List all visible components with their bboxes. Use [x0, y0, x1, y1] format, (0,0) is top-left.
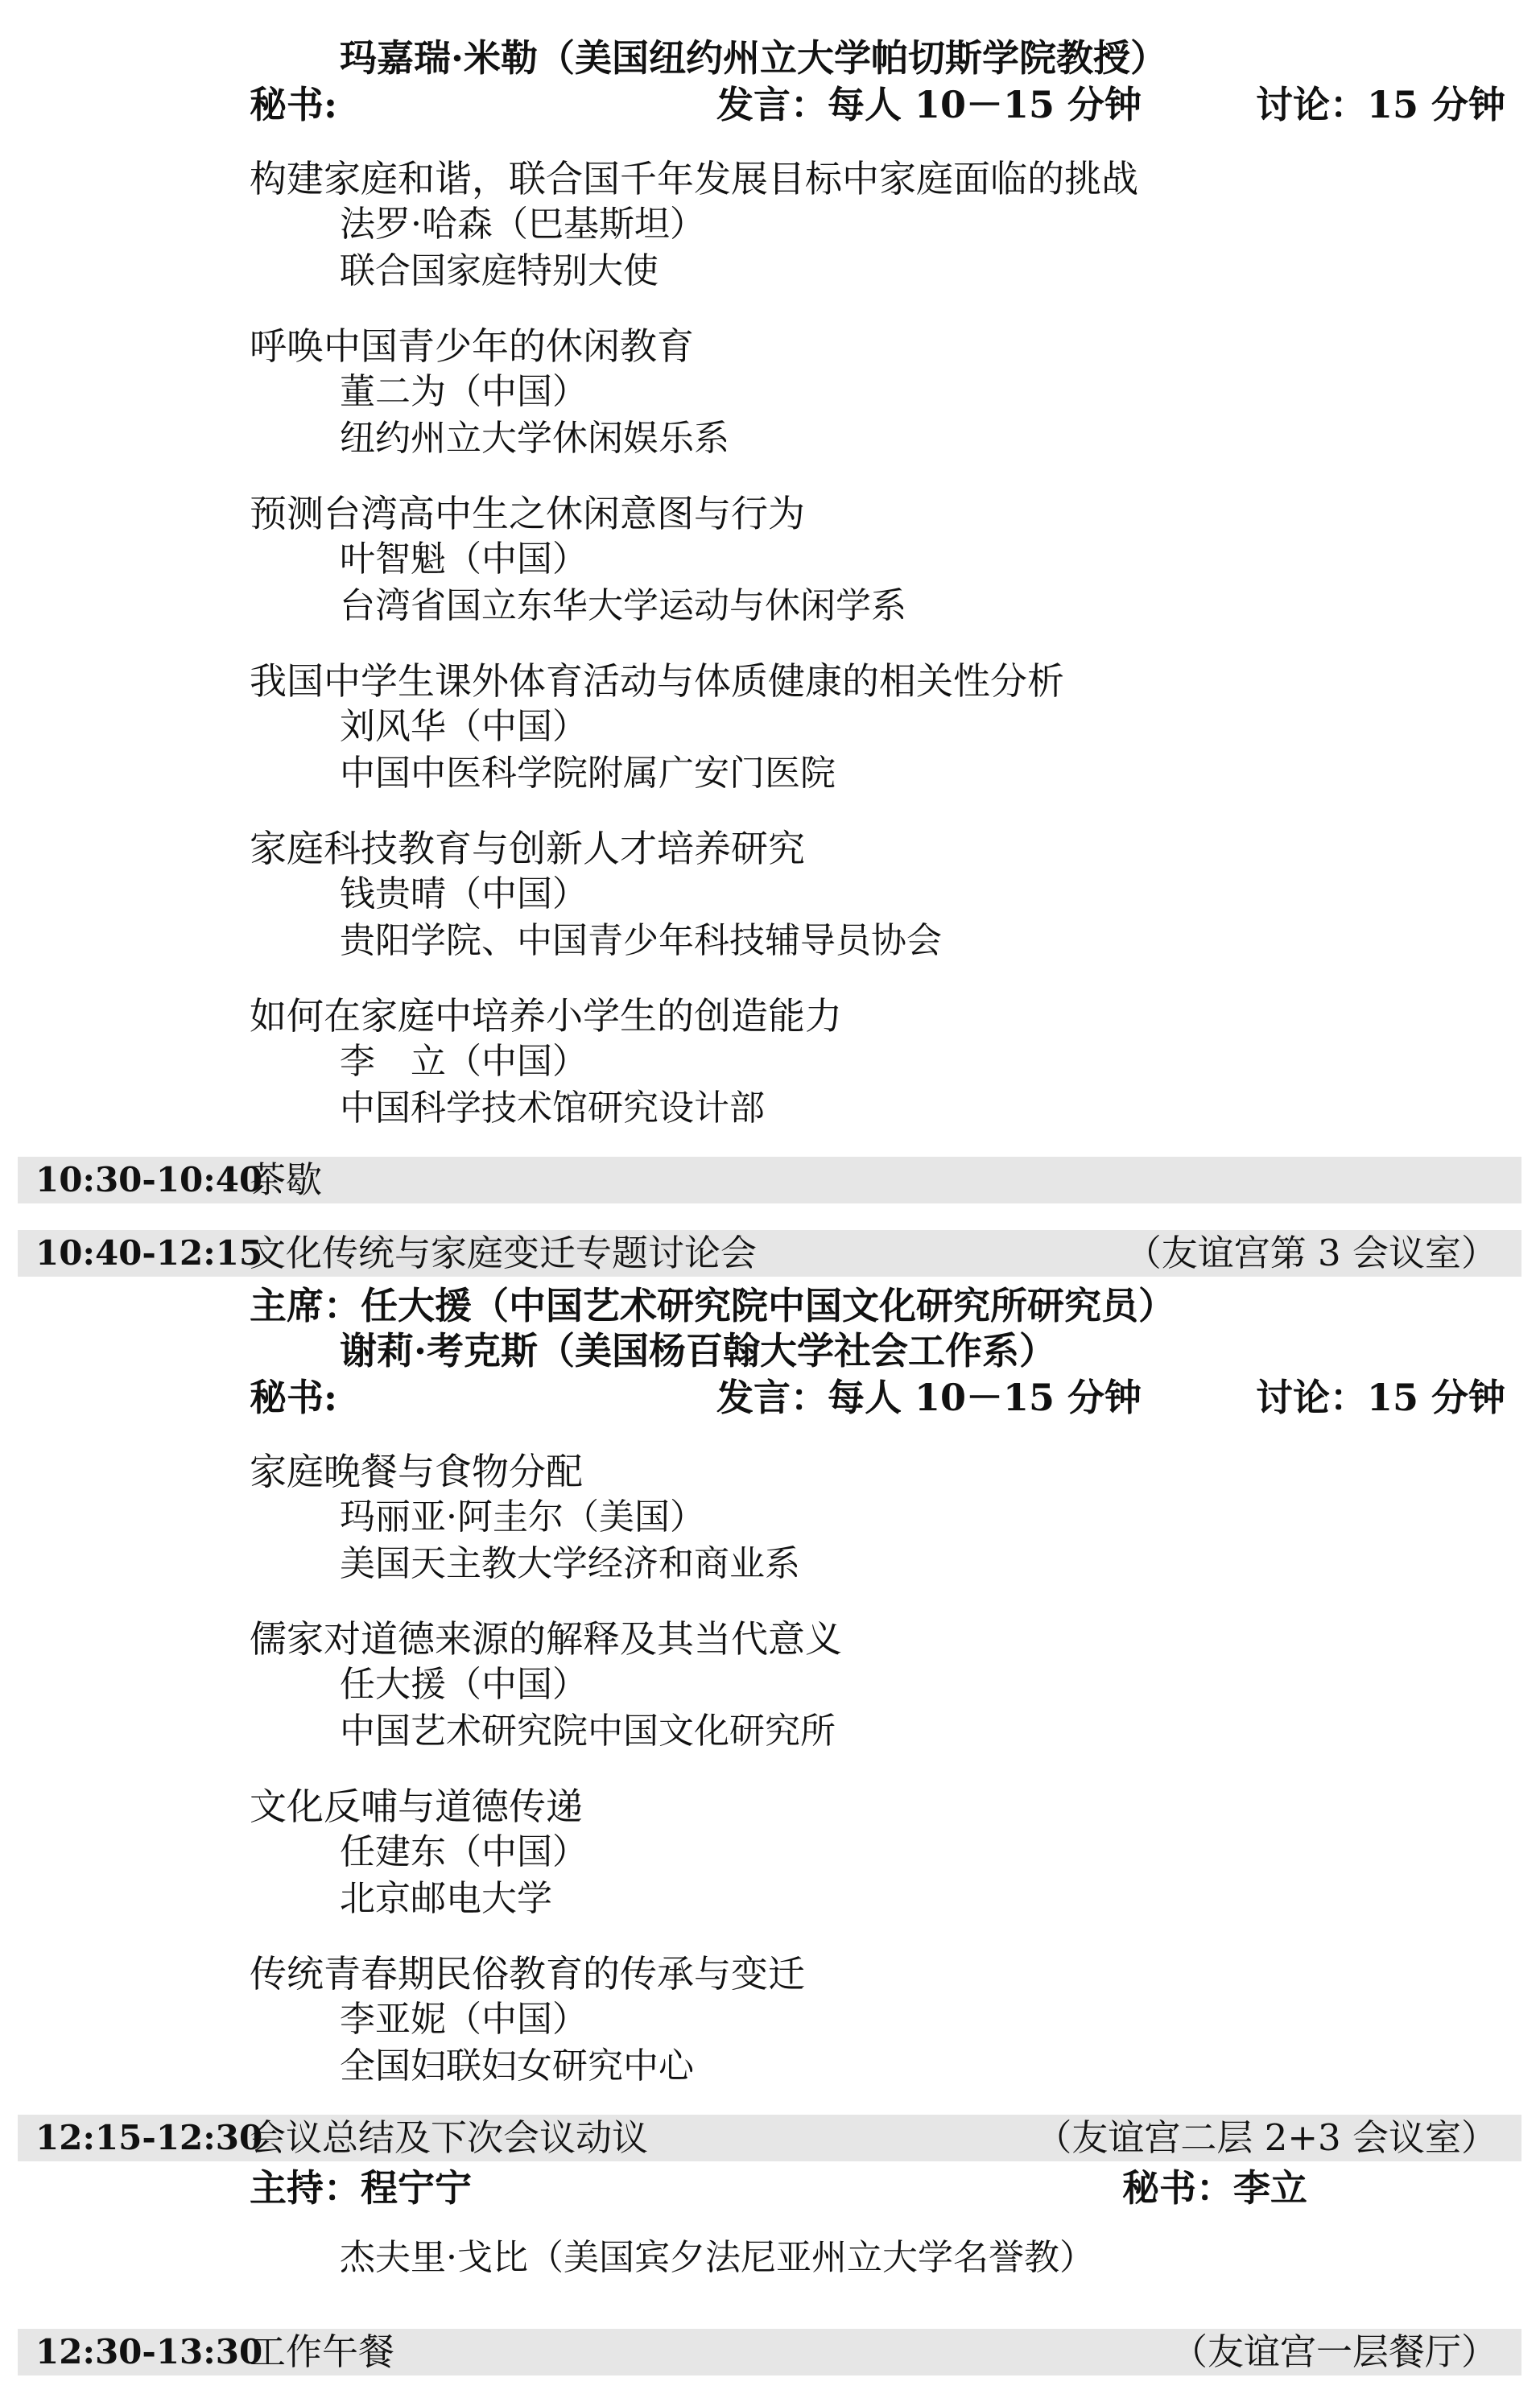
closing-note: 杰夫里·戈比（美国宾夕法尼亚州立大学名誉教） [340, 2237, 1095, 2278]
schedule-bar-closing [18, 2115, 1521, 2161]
talk-affiliation: 中国中医科学院附属广安门医院 [340, 753, 836, 794]
talk-affiliation: 中国艺术研究院中国文化研究所 [340, 1711, 836, 1752]
talk-speaker: 任建东（中国） [340, 1831, 588, 1872]
talk-title: 家庭晚餐与食物分配 [250, 1450, 583, 1493]
time-slot: 10:30-10:40 [35, 1160, 263, 1199]
talk-title: 构建家庭和谐，联合国千年发展目标中家庭面临的挑战 [250, 157, 1138, 200]
session-meta-row [250, 1375, 1505, 1420]
talk-affiliation: 全国妇联妇女研究中心 [340, 2045, 694, 2086]
talk-speaker: 李 立（中国） [340, 1041, 588, 1082]
talk-affiliation: 台湾省国立东华大学运动与休闲学系 [340, 585, 906, 626]
talk-title: 呼唤中国青少年的休闲教育 [250, 324, 694, 368]
talk-title: 家庭科技教育与创新人才培养研究 [250, 827, 805, 870]
time-slot: 12:15-12:30 [35, 2118, 263, 2157]
speech-duration: 发言：每人 10－15 分钟 [716, 1376, 1142, 1419]
talk-affiliation: 联合国家庭特别大使 [340, 250, 659, 291]
schedule-bar-lunch [18, 2329, 1521, 2375]
secretary-label: 秘书: [250, 83, 337, 126]
schedule-bar-tea-break [18, 1157, 1521, 1203]
discussion-duration: 讨论：15 分钟 [1255, 83, 1505, 126]
talk-speaker: 钱贵晴（中国） [340, 873, 588, 914]
schedule-bar-session [18, 1230, 1521, 1277]
host-label: 主持：程宁宁 [250, 2166, 472, 2210]
talk-speaker: 董二为（中国） [340, 371, 588, 412]
talk-affiliation: 美国天主教大学经济和商业系 [340, 1543, 800, 1584]
talk-speaker: 法罗·哈森（巴基斯坦） [340, 204, 705, 245]
talk-affiliation: 中国科学技术馆研究设计部 [340, 1088, 765, 1129]
talk-speaker: 玛丽亚·阿圭尔（美国） [340, 1496, 705, 1538]
talk-affiliation: 北京邮电大学 [340, 1878, 552, 1919]
discussion-duration: 讨论：15 分钟 [1255, 1376, 1505, 1419]
talk-speaker: 刘风华（中国） [340, 706, 588, 747]
session-title: 茶歇 [250, 1158, 323, 1201]
session-location: （友谊宫二层 2+3 会议室） [1035, 2116, 1497, 2159]
chair-line-2: 谢莉·考克斯（美国杨百翰大学社会工作系） [340, 1329, 1057, 1372]
time-slot: 12:30-13:30 [35, 2332, 263, 2371]
talk-speaker: 任大援（中国） [340, 1664, 588, 1705]
talk-speaker: 李亚妮（中国） [340, 1999, 588, 2040]
session-title: 文化传统与家庭变迁专题讨论会 [250, 1232, 758, 1274]
talk-title: 文化反哺与道德传递 [250, 1785, 583, 1828]
talk-affiliation: 纽约州立大学休闲娱乐系 [340, 418, 729, 459]
secretary-label: 秘书：李立 [1122, 2166, 1307, 2210]
chair-name-line: 玛嘉瑞·米勒（美国纽约州立大学帕切斯学院教授） [340, 36, 1168, 80]
session-title: 工作午餐 [250, 2330, 395, 2373]
session-meta-row [250, 82, 1505, 127]
session-title: 会议总结及下次会议动议 [250, 2116, 649, 2159]
talk-title: 如何在家庭中培养小学生的创造能力 [250, 994, 842, 1038]
time-slot: 10:40-12:15 [35, 1233, 263, 1273]
secretary-label: 秘书: [250, 1376, 337, 1419]
talk-title: 预测台湾高中生之休闲意图与行为 [250, 492, 805, 535]
chair-line: 主席：任大援（中国艺术研究院中国文化研究所研究员） [250, 1284, 1175, 1327]
speech-duration: 发言：每人 10－15 分钟 [716, 83, 1142, 126]
talk-speaker: 叶智魁（中国） [340, 539, 588, 580]
session-location: （友谊宫一层餐厅） [1170, 2330, 1497, 2373]
talk-affiliation: 贵阳学院、中国青少年科技辅导员协会 [340, 920, 942, 961]
talk-title: 我国中学生课外体育活动与体质健康的相关性分析 [250, 659, 1064, 703]
talk-title: 传统青春期民俗教育的传承与变迁 [250, 1952, 805, 1996]
talk-title: 儒家对道德来源的解释及其当代意义 [250, 1617, 842, 1661]
session-location: （友谊宫第 3 会议室） [1125, 1232, 1497, 1274]
